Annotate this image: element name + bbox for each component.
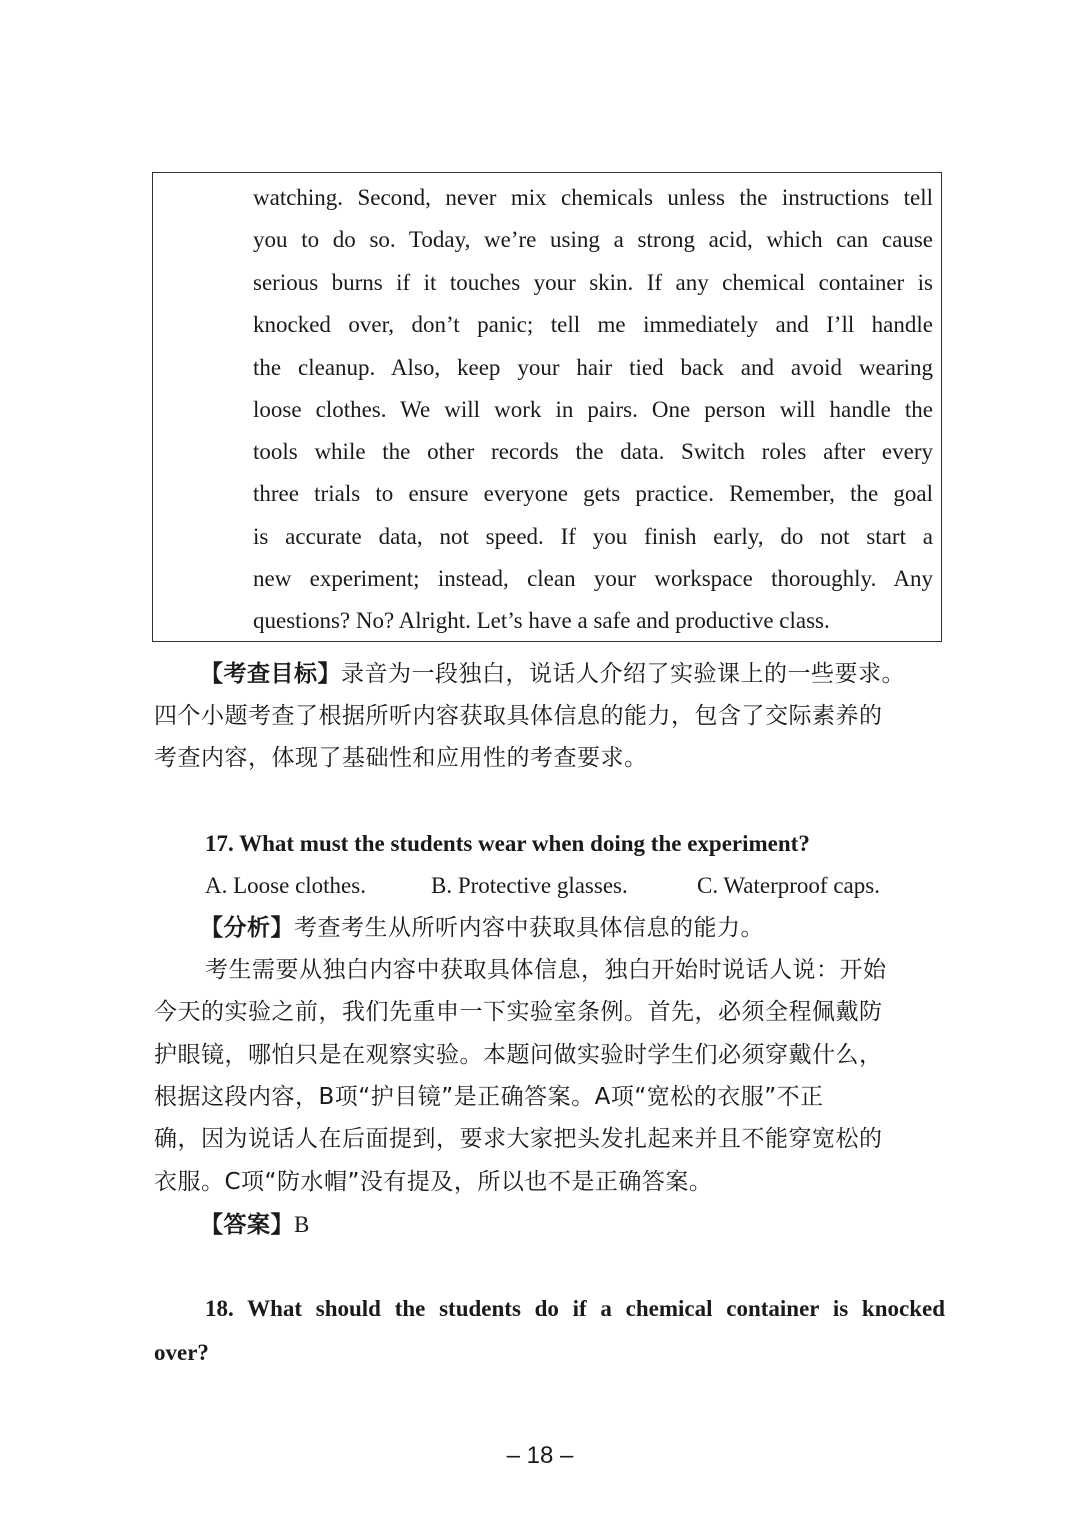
question-17: 17. What must the students wear when doing the experiment?: [205, 831, 810, 856]
answer-value: B: [294, 1212, 310, 1237]
analysis-text: 考查考生从所听内容中获取具体信息的能力。: [294, 915, 764, 941]
objective-label: 【考查目标】: [200, 661, 341, 687]
answer-label: 【答案】: [200, 1212, 294, 1238]
transcript-line: watching. Second, never mix chemicals unless the instructions tell: [253, 185, 933, 210]
transcript-line: serious burns if it touches your skin. If any chemical container is: [253, 270, 933, 295]
transcript-line: tools while the other records the data. Switch roles after every: [253, 439, 933, 464]
explanation-line: 根据这段内容，B项“护目镜”是正确答案。A项“宽松的衣服”不正: [154, 1084, 824, 1110]
transcript-line: you to do so. Today, we’re using a strong acid, which can cause: [253, 227, 933, 252]
explanation-line: 确，因为说话人在后面提到，要求大家把头发扎起来并且不能穿宽松的: [154, 1126, 883, 1152]
question-18: 18. What should the students do if a chemical container is knocked: [205, 1296, 945, 1321]
explanation-line: 今天的实验之前，我们先重申一下实验室条例。首先，必须全程佩戴防: [154, 999, 883, 1025]
transcript-line: questions? No? Alright. Let’s have a safe and productive class.: [253, 608, 830, 633]
option-c: C. Waterproof caps.: [697, 873, 880, 898]
option-a: A. Loose clothes.: [205, 873, 366, 898]
question-18-continuation: over?: [154, 1340, 209, 1365]
objective-line: 四个小题考查了根据所听内容获取具体信息的能力，包含了交际素养的: [154, 703, 883, 729]
transcript-line: knocked over, don’t panic; tell me immediately and I’ll handle: [253, 312, 933, 337]
answer-paragraph: [200, 1210, 310, 1240]
page-number: – 18 –: [506, 1442, 574, 1469]
explanation-line: 考生需要从独白内容中获取具体信息，独白开始时说话人说：开始: [205, 957, 887, 983]
transcript-box: [152, 172, 942, 642]
transcript-line: is accurate data, not speed. If you finish early, do not start a: [253, 524, 933, 549]
transcript-line: loose clothes. We will work in pairs. One person will handle the: [253, 397, 933, 422]
transcript-line: new experiment; instead, clean your workspace thoroughly. Any: [253, 566, 933, 591]
objective-text: 录音为一段独白，说话人介绍了实验课上的一些要求。: [341, 661, 905, 687]
explanation-line: 护眼镜，哪怕只是在观察实验。本题问做实验时学生们必须穿戴什么，: [154, 1042, 883, 1068]
objective-line: 考查内容，体现了基础性和应用性的考查要求。: [154, 745, 648, 771]
analysis-label: 【分析】: [200, 915, 294, 941]
explanation-line: 衣服。C项“防水帽”没有提及，所以也不是正确答案。: [154, 1169, 713, 1195]
transcript-line: three trials to ensure everyone gets practice. Remember, the goal: [253, 481, 933, 506]
option-b: B. Protective glasses.: [431, 873, 628, 898]
analysis-paragraph: [200, 913, 764, 943]
objective-paragraph: [200, 659, 905, 689]
transcript-line: the cleanup. Also, keep your hair tied back and avoid wearing: [253, 355, 933, 380]
